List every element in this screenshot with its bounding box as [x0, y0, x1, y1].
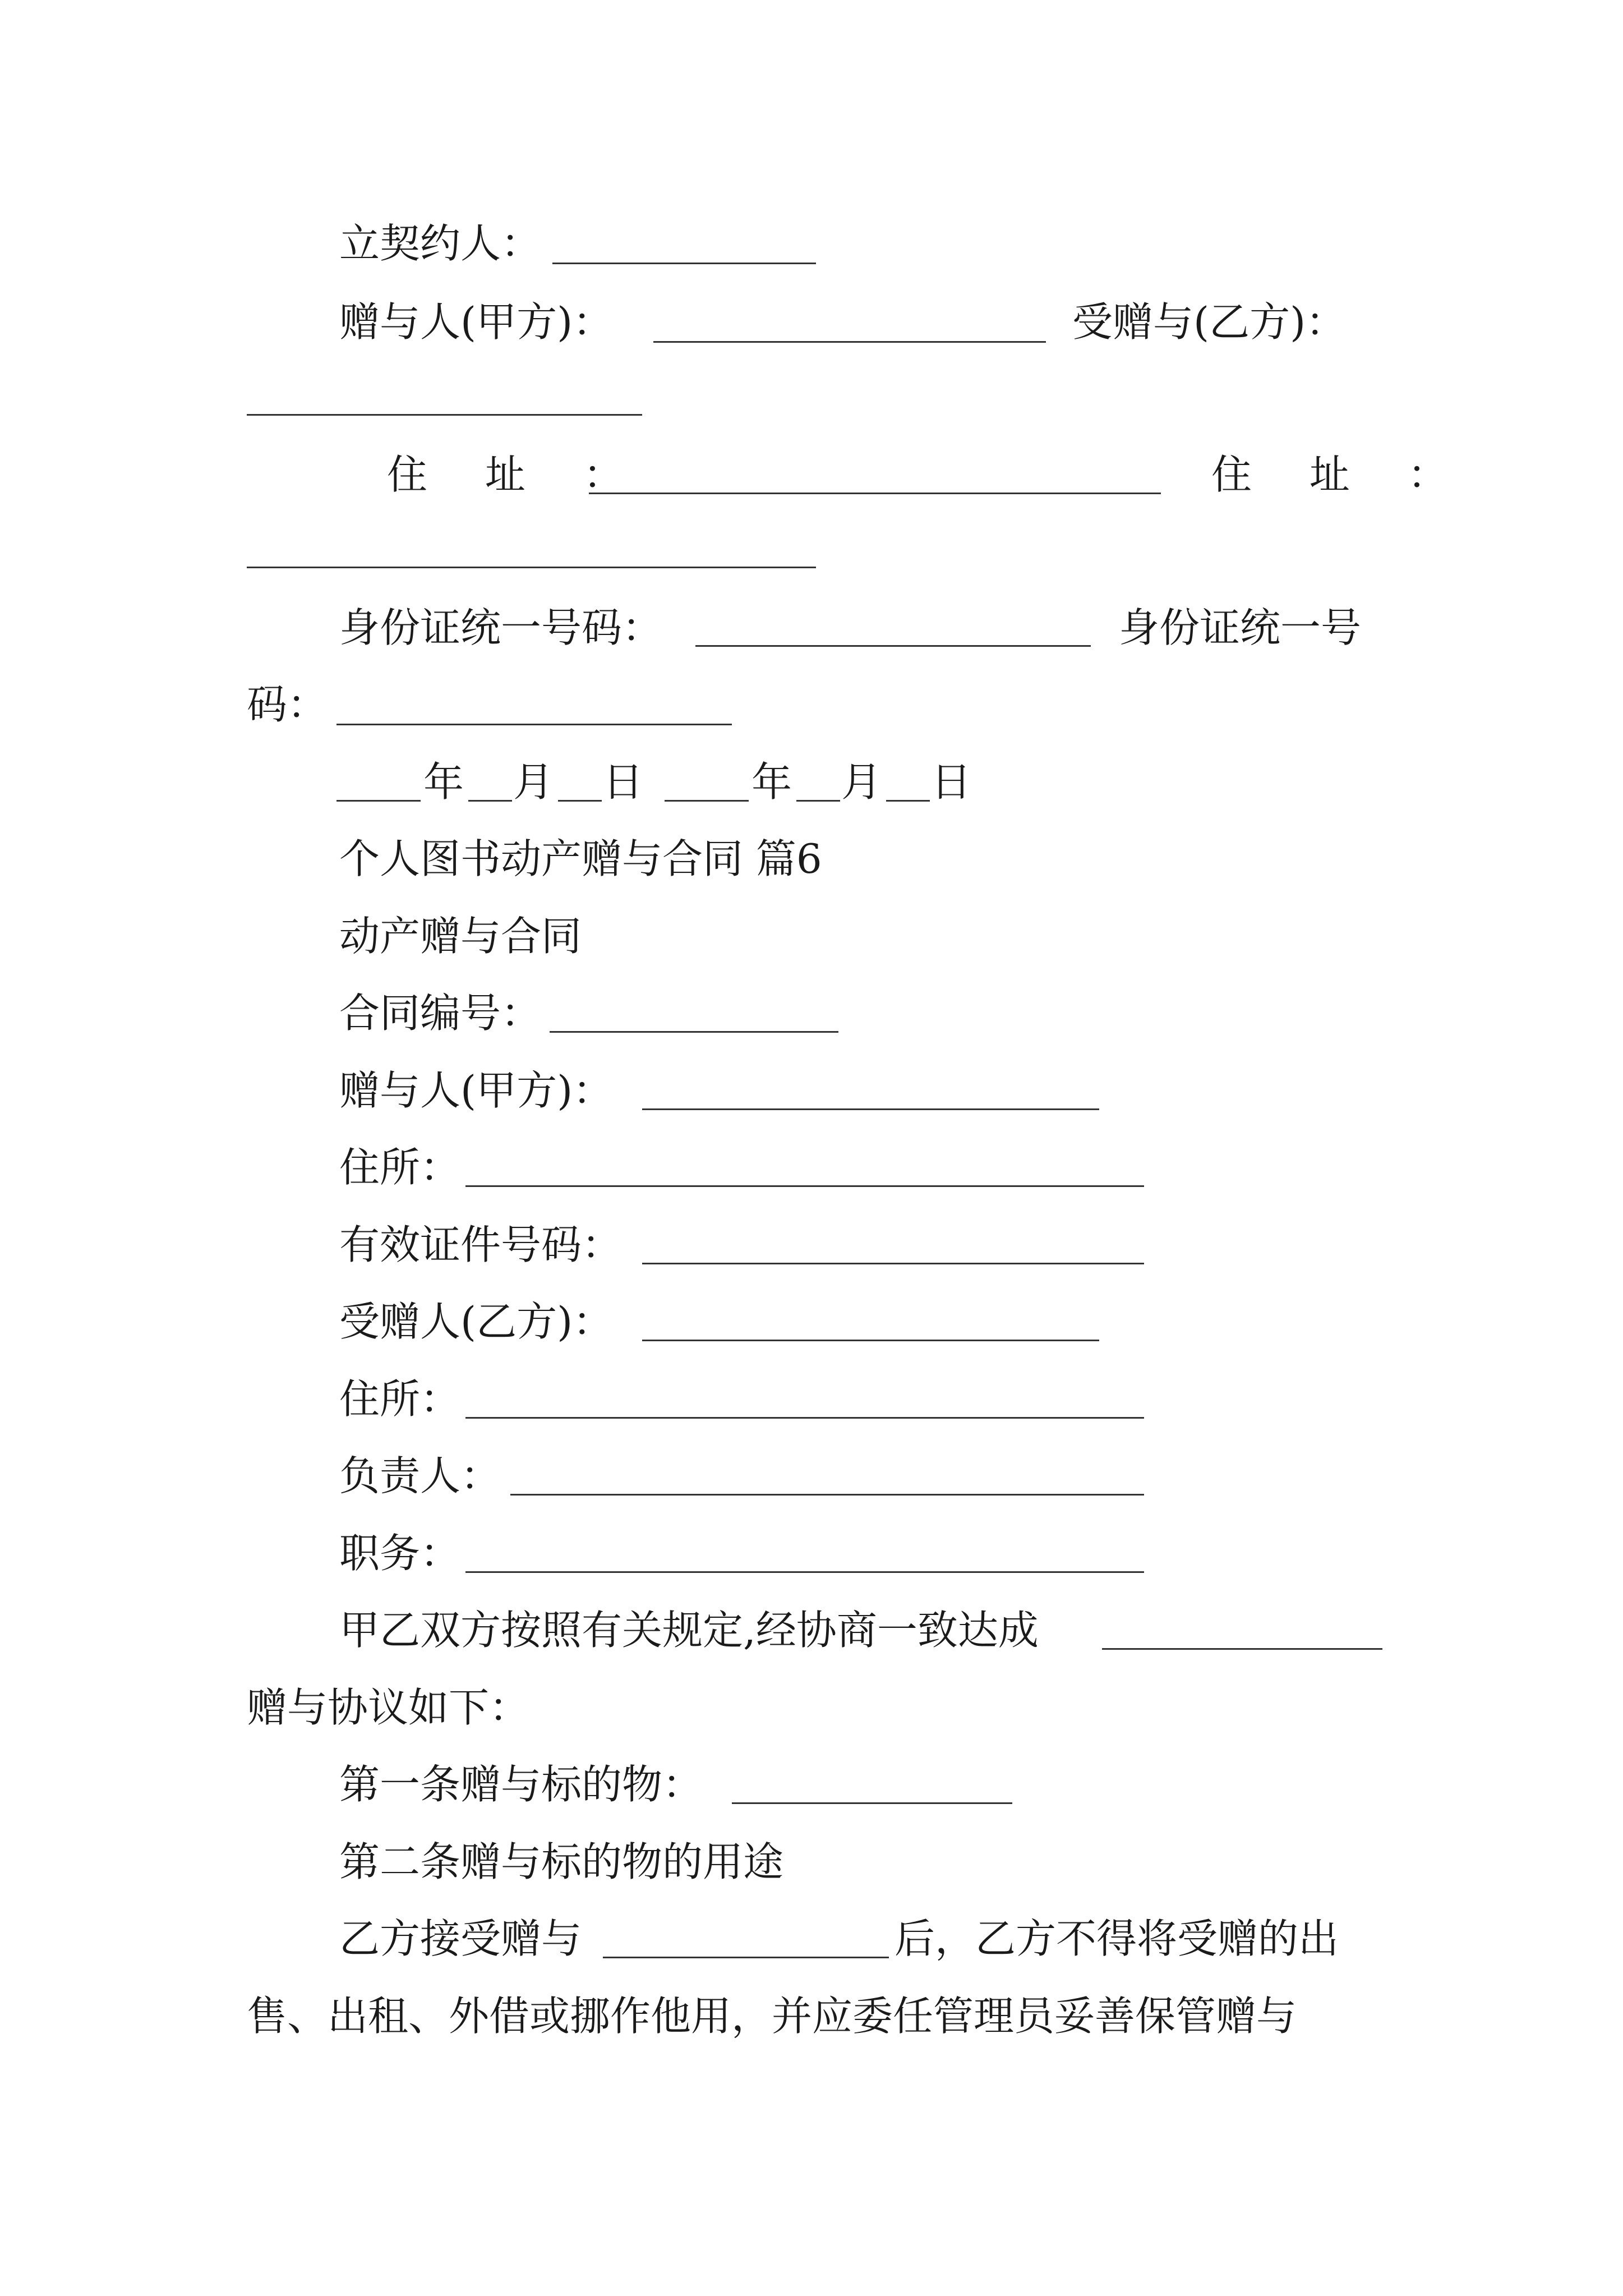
address-label-a: 住 址 ：	[387, 451, 646, 498]
id-number-blank-b[interactable]	[336, 724, 732, 725]
person-in-charge-blank[interactable]	[510, 1494, 1144, 1496]
valid-id-label: 有效证件号码：	[339, 1221, 623, 1268]
date-year-a: 年	[423, 758, 464, 806]
donor-label: 赠与人(甲方)：	[339, 298, 614, 346]
date-month-blank-a[interactable]	[468, 800, 512, 802]
position-blank[interactable]	[465, 1571, 1144, 1573]
agreement-intro-cont: 赠与协议如下：	[247, 1684, 530, 1731]
contract-title: 动产赠与合同	[339, 913, 582, 960]
section-heading: 个人图书动产赠与合同 篇6	[339, 835, 822, 882]
paragraph-2-blank[interactable]	[603, 1957, 889, 1958]
donor-party-blank[interactable]	[642, 1108, 1099, 1110]
donee-party-label: 受赠人(乙方)：	[339, 1298, 614, 1345]
donee-residence-blank[interactable]	[465, 1417, 1144, 1419]
id-number-blank-a[interactable]	[695, 645, 1091, 647]
contract-number-blank[interactable]	[550, 1031, 838, 1033]
date-month-b: 月	[841, 758, 882, 806]
donor-residence-label: 住所：	[339, 1144, 461, 1191]
date-day-blank-b[interactable]	[886, 800, 930, 802]
donee-blank[interactable]	[247, 414, 642, 416]
donee-party-blank[interactable]	[642, 1340, 1099, 1341]
address-blank-a[interactable]	[589, 493, 1161, 494]
id-number-label-a: 身份证统一号码：	[339, 604, 663, 651]
signatory-label: 立契约人：	[339, 220, 542, 267]
agreement-blank[interactable]	[1102, 1648, 1382, 1650]
person-in-charge-label: 负责人：	[339, 1452, 501, 1499]
date-month-a: 月	[513, 758, 554, 806]
date-month-blank-b[interactable]	[796, 800, 840, 802]
signatory-blank[interactable]	[552, 263, 816, 264]
agreement-intro: 甲乙双方按照有关规定,经协商一致达成	[339, 1607, 1039, 1654]
date-year-blank-a[interactable]	[336, 800, 421, 802]
donor-blank[interactable]	[653, 341, 1046, 343]
contract-number-label: 合同编号：	[339, 990, 542, 1037]
article-1-blank[interactable]	[732, 1802, 1012, 1804]
article-1: 第一条赠与标的物：	[339, 1761, 703, 1808]
date-day-b: 日	[931, 758, 972, 806]
address-label-b: 住 址 ：	[1211, 451, 1470, 498]
date-day-a: 日	[603, 758, 644, 806]
paragraph-2-start: 乙方接受赠与	[339, 1915, 582, 1962]
id-number-label-b: 身份证统一号	[1119, 604, 1362, 651]
article-2: 第二条赠与标的物的用途	[339, 1838, 784, 1885]
paragraph-2-cont: 后，乙方不得将受赠的出	[895, 1915, 1339, 1962]
date-day-blank-a[interactable]	[558, 800, 602, 802]
address-blank-b[interactable]	[247, 567, 816, 568]
date-year-b: 年	[751, 758, 792, 806]
paragraph-2-line2: 售、出租、外借或挪作他用，并应委任管理员妥善保管赠与	[247, 1993, 1297, 2040]
valid-id-blank[interactable]	[642, 1263, 1144, 1264]
donor-residence-blank[interactable]	[465, 1185, 1144, 1187]
date-year-blank-b[interactable]	[665, 800, 749, 802]
donee-label: 受赠与(乙方)：	[1072, 298, 1347, 346]
id-number-label-b-cont: 码：	[247, 681, 328, 728]
position-label: 职务：	[339, 1530, 461, 1577]
donor-party-label: 赠与人(甲方)：	[339, 1067, 614, 1114]
donee-residence-label: 住所：	[339, 1375, 461, 1423]
